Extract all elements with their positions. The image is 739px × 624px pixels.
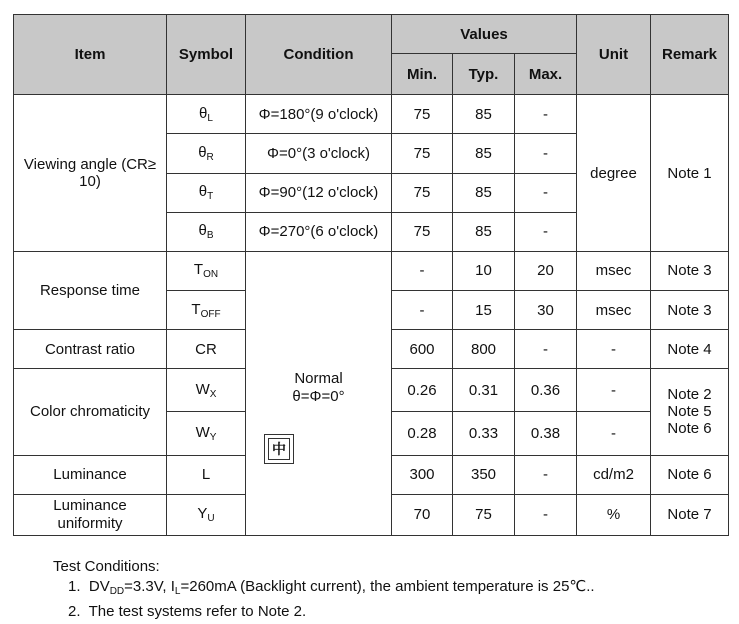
normal-angle: θ=Φ=0° bbox=[292, 387, 345, 405]
min-cell: 70 bbox=[392, 494, 453, 535]
test-conditions bbox=[53, 557, 595, 622]
max-cell: - bbox=[515, 212, 577, 251]
item-color-chromaticity: Color chromaticity bbox=[14, 369, 167, 455]
max-cell: 20 bbox=[515, 251, 577, 290]
item-luminance: Luminance bbox=[14, 455, 167, 494]
symbol-cell: $\theta_T$ bbox=[167, 173, 246, 212]
test-condition-1: 1. $DV_{DD}=3.3V$, $I_L=260mA$ (Backlight current), the ambient temperature is 25℃.. bbox=[68, 578, 595, 597]
test-condition-2: 2. The test systems refer to Note 2. bbox=[68, 603, 307, 620]
unit-cell: msec bbox=[577, 251, 651, 290]
symbol-cell: $\theta_R$ bbox=[167, 134, 246, 173]
condition-normal bbox=[246, 251, 392, 535]
typ-cell: 85 bbox=[453, 173, 515, 212]
table-row bbox=[14, 95, 729, 134]
remark-cell: Note 6 bbox=[651, 455, 729, 494]
header-remark: Remark bbox=[651, 15, 729, 95]
unit-cell: cd/m2 bbox=[577, 455, 651, 494]
min-cell: 75 bbox=[392, 212, 453, 251]
symbol-cell: L bbox=[167, 455, 246, 494]
header-symbol: Symbol bbox=[167, 15, 246, 95]
unit-cell: % bbox=[577, 494, 651, 535]
max-cell: - bbox=[515, 173, 577, 212]
min-cell: - bbox=[392, 251, 453, 290]
table-row bbox=[14, 251, 729, 290]
item-luminance-uniformity: Luminance uniformity bbox=[14, 494, 167, 535]
typ-cell: 15 bbox=[453, 291, 515, 330]
max-cell: - bbox=[515, 455, 577, 494]
typ-cell: 85 bbox=[453, 212, 515, 251]
unit-cell: - bbox=[577, 330, 651, 369]
header-min: Min. bbox=[392, 54, 453, 95]
min-cell: 0.28 bbox=[392, 412, 453, 455]
remark-cell: Note 3 bbox=[651, 291, 729, 330]
typ-cell: 0.31 bbox=[453, 369, 515, 412]
item-viewing-angle: Viewing angle (CR≥ 10) bbox=[14, 95, 167, 252]
header-max: Max. bbox=[515, 54, 577, 95]
zhong-mark-icon: 中 bbox=[264, 434, 294, 464]
test-conditions-title: Test Conditions: bbox=[53, 558, 160, 575]
unit-cell: - bbox=[577, 369, 651, 412]
typ-cell: 800 bbox=[453, 330, 515, 369]
symbol-cell: $\theta_B$ bbox=[167, 212, 246, 251]
typ-cell: 0.33 bbox=[453, 412, 515, 455]
symbol-cell: $\theta_L$ bbox=[167, 95, 246, 134]
symbol-cell: $T_{OFF}$ bbox=[167, 291, 246, 330]
unit-cell: degree bbox=[577, 95, 651, 252]
max-cell: 30 bbox=[515, 291, 577, 330]
symbol-cell: $T_{ON}$ bbox=[167, 251, 246, 290]
item-response-time: Response time bbox=[14, 251, 167, 329]
symbol-cell: $W_Y$ bbox=[167, 412, 246, 455]
header-typ: Typ. bbox=[453, 54, 515, 95]
condition-cell: Φ=270°(6 o'clock) bbox=[246, 212, 392, 251]
symbol-cell: $W_X$ bbox=[167, 369, 246, 412]
unit-cell: - bbox=[577, 412, 651, 455]
remark-cell: Note 7 bbox=[651, 494, 729, 535]
max-cell: 0.38 bbox=[515, 412, 577, 455]
typ-cell: 350 bbox=[453, 455, 515, 494]
remark-cell: Note 1 bbox=[651, 95, 729, 252]
condition-cell: Φ=90°(12 o'clock) bbox=[246, 173, 392, 212]
min-cell: 300 bbox=[392, 455, 453, 494]
min-cell: 75 bbox=[392, 134, 453, 173]
max-cell: - bbox=[515, 95, 577, 134]
typ-cell: 75 bbox=[453, 494, 515, 535]
min-cell: 75 bbox=[392, 173, 453, 212]
max-cell: - bbox=[515, 134, 577, 173]
min-cell: 75 bbox=[392, 95, 453, 134]
min-cell: 0.26 bbox=[392, 369, 453, 412]
remark-cell: Note 3 bbox=[651, 251, 729, 290]
typ-cell: 10 bbox=[453, 251, 515, 290]
condition-cell: Φ=180°(9 o'clock) bbox=[246, 95, 392, 134]
header-item: Item bbox=[14, 15, 167, 95]
item-contrast-ratio: Contrast ratio bbox=[14, 330, 167, 369]
typ-cell: 85 bbox=[453, 95, 515, 134]
symbol-cell: $Y_U$ bbox=[167, 494, 246, 535]
symbol-cell: CR bbox=[167, 330, 246, 369]
normal-label: Normal bbox=[294, 369, 343, 387]
min-cell: - bbox=[392, 291, 453, 330]
max-cell: - bbox=[515, 330, 577, 369]
condition-cell: Φ=0°(3 o'clock) bbox=[246, 134, 392, 173]
remark-cell: Note 4 bbox=[651, 330, 729, 369]
typ-cell: 85 bbox=[453, 134, 515, 173]
unit-cell: msec bbox=[577, 291, 651, 330]
header-condition: Condition bbox=[246, 15, 392, 95]
header-unit: Unit bbox=[577, 15, 651, 95]
max-cell: 0.36 bbox=[515, 369, 577, 412]
max-cell: - bbox=[515, 494, 577, 535]
min-cell: 600 bbox=[392, 330, 453, 369]
specification-table bbox=[13, 14, 729, 536]
header-values: Values bbox=[392, 15, 577, 54]
remark-cell: Note 2 Note 5 Note 6 bbox=[651, 369, 729, 455]
